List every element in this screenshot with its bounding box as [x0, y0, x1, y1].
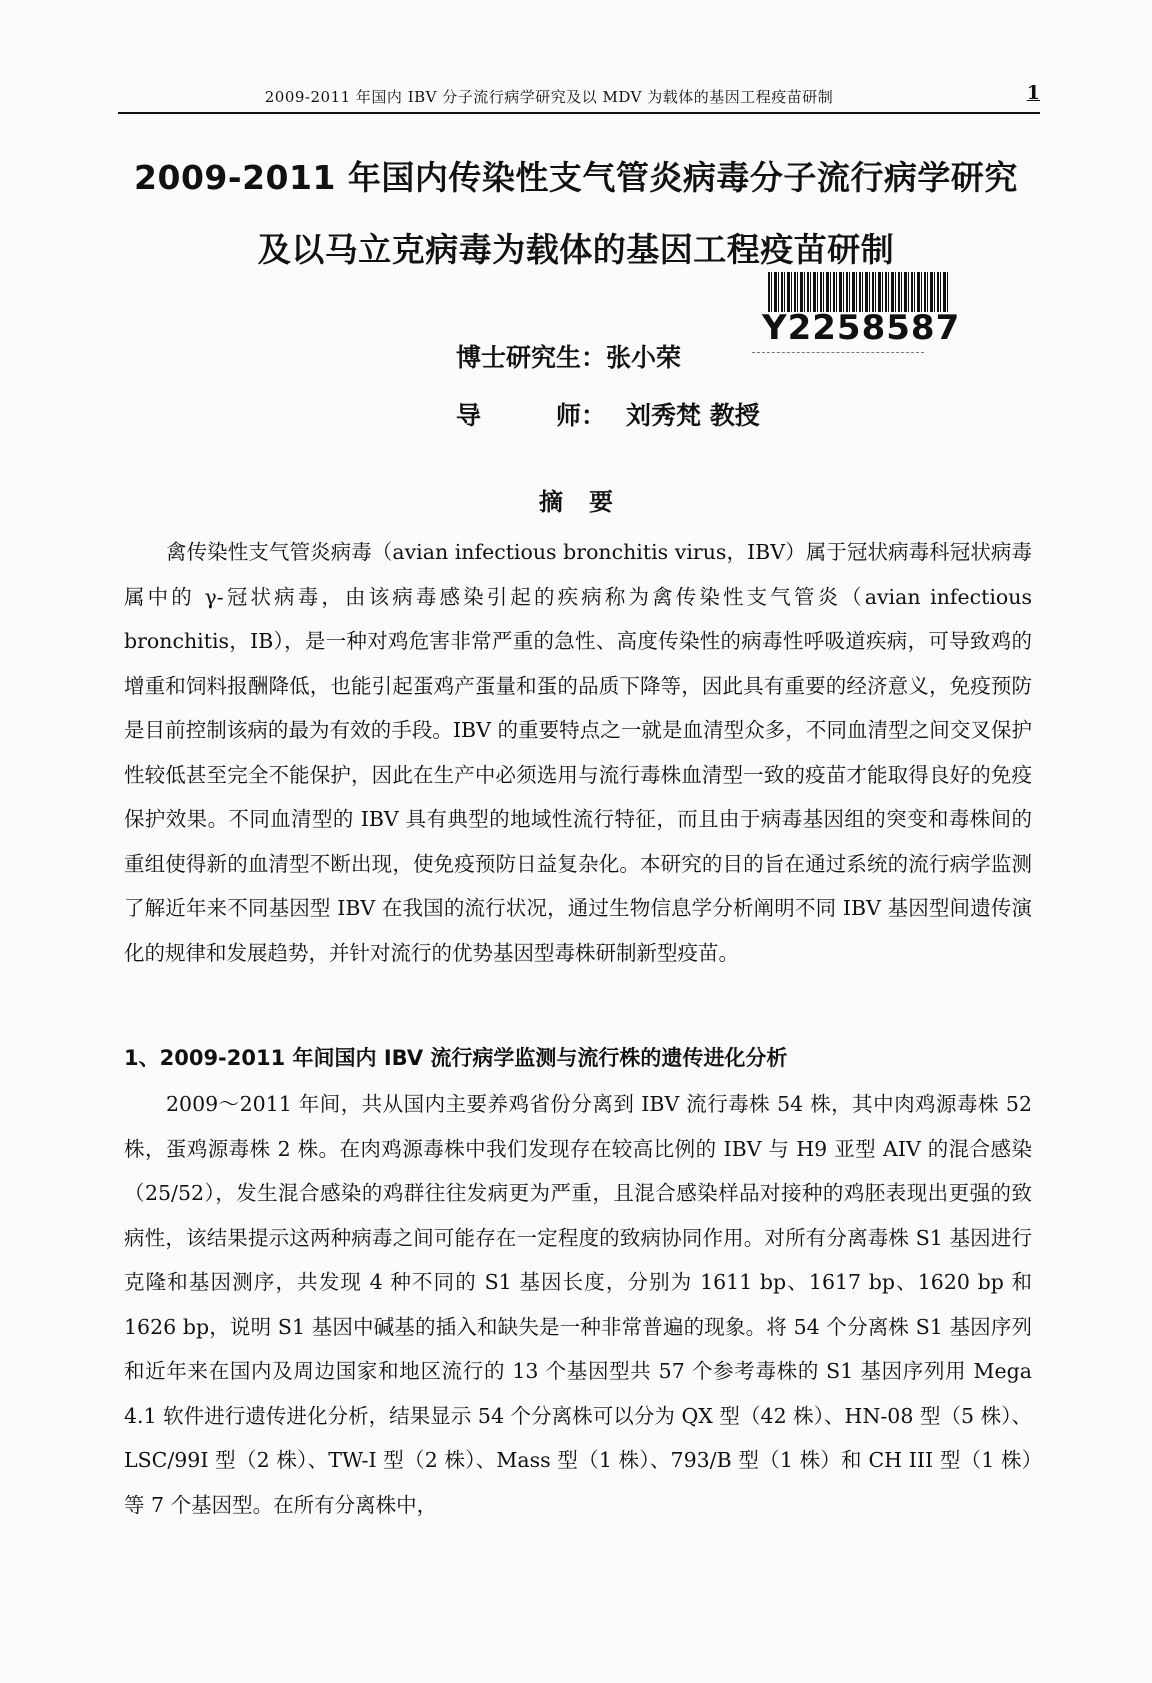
abstract-heading: 摘要 — [539, 488, 639, 516]
advisor-line — [456, 396, 760, 432]
section-1-heading: 1、2009-2011 年间国内 IBV 流行病学监测与流行株的遗传进化分析 — [124, 1046, 788, 1070]
student-name: 张小荣 — [606, 343, 682, 372]
paragraph-text: 禽传染性支气管炎病毒（avian infectious bronchitis virus，IBV）属于冠状病毒科冠状病毒属中的 γ-冠状病毒，由该病毒感染引起的疾病称为禽传染性支气管炎（avian infectious bronchitis，IB），是一种对鸡危害非常严重的急性、高度传染性的病毒性呼吸道疾病，可导致鸡的增重和饲料报酬降低，也能引起蛋鸡产蛋量和蛋的品质下降等，因此具有重要的经济意义，免疫预防是目前控制该病的最为有效的手段。IBV 的重要特点之一就是血清型众多，不同血清型之间交叉保护性较低甚至完全不能保护，因此在生产中必须选用与流行毒株血清型一致的疫苗才能取得良好的免疫保护效果。不同血清型的 IBV 具有典型的地域性流行特征，而且由于病毒基因组的突变和毒株间的重组使得新的血清型不断出现，使免疫预防日益复杂化。本研究的目的旨在通过系统的流行病学监测了解近年来不同基因型 IBV 在我国的流行状况，通过生物信息学分析阐明不同 IBV 基因型间遗传演化的规律和发展趋势，并针对流行的优势基因型毒株研制新型疫苗。 — [124, 540, 1032, 965]
document-title-line-1: 2009-2011 年国内传染性支气管炎病毒分子流行病学研究 — [134, 158, 1018, 197]
student-label: 博士研究生： — [456, 343, 607, 372]
page-number: 1 — [1026, 82, 1040, 104]
barcode-icon — [768, 272, 948, 312]
advisor-name: 刘秀梵 教授 — [626, 401, 760, 430]
paragraph-text: 2009～2011 年间，共从国内主要养鸡省份分离到 IBV 流行毒株 54 株，其中肉鸡源毒株 52 株，蛋鸡源毒株 2 株。在肉鸡源毒株中我们发现存在较高比例的 IBV 与 H9 亚型 AIV 的混合感染（25/52），发生混合感染的鸡群往往发病更为严重，且混合感染样品对接种的鸡胚表现出更强的致病性，该结果提示这两种病毒之间可能存在一定程度的致病协同作用。对所有分离毒株 S1 基因进行克隆和基因测序，共发现 4 种不同的 S1 基因长度，分别为 1611 bp、1617 bp、1620 bp 和 1626 bp，说明 S1 基因中碱基的插入和缺失是一种非常普遍的现象。将 54 个分离株 S1 基因序列和近年来在国内及周边国家和地区流行的 13 个基因型共 57 个参考毒株的 S1 基因序列用 Mega 4.1 软件进行遗传进化分析，结果显示 54 个分离株可以分为 QX 型（42 株）、HN-08 型（5 株）、LSC/99I 型（2 株）、TW-I 型（2 株）、Mass 型（1 株）、793/B 型（1 株）和 CH III 型（1 株）等 7 个基因型。在所有分离株中， — [124, 1092, 1032, 1517]
barcode-id: Y2258587 — [762, 308, 961, 348]
document-title-line-2: 及以马立克病毒为载体的基因工程疫苗研制 — [257, 230, 895, 269]
advisor-label: 导 师： — [456, 401, 607, 430]
student-line — [456, 338, 681, 374]
abstract-paragraph-2 — [124, 1082, 1032, 1527]
barcode-divider — [752, 352, 924, 353]
running-title: 2009-2011 年国内 IBV 分子流行病学研究及以 MDV 为载体的基因工程疫苗研制 — [264, 88, 834, 106]
abstract-paragraph-1 — [124, 530, 1032, 975]
running-header — [118, 82, 1040, 114]
